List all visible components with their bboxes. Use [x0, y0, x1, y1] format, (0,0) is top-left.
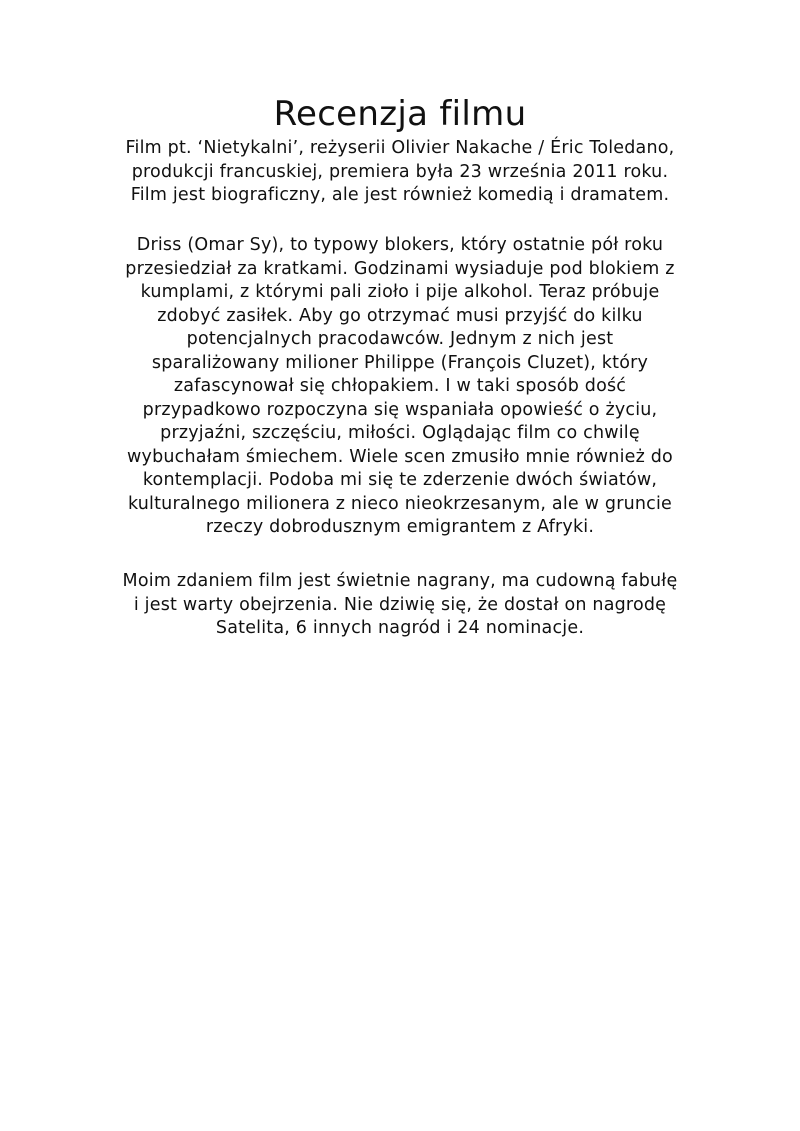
paragraph-line: Driss (Omar Sy), to typowy blokers, który ostatnie pół roku [136, 235, 664, 255]
plot-review-paragraph [90, 234, 710, 540]
paragraph-line: przesiedział za kratkami. Godzinami wysiaduje pod blokiem z [125, 258, 675, 279]
opinion-paragraph [90, 570, 710, 641]
paragraph-line: produkcji francuskiej, premiera była 23 września 2011 roku. [131, 161, 669, 182]
paragraph-line: kontemplacji. Podoba mi się te zderzenie dwóch światów, [142, 470, 658, 490]
paragraph-line: Satelita, 6 innych nagród i 24 nominacje. [215, 618, 585, 638]
paragraph-line: przyjaźni, szczęściu, miłości. Oglądając film co chwilę [160, 423, 640, 443]
paragraph-line: sparaliżowany milioner Philippe (François Cluzet), który [151, 352, 649, 373]
paragraph-line: zafascynował się chłopakiem. I w taki sposób dość [173, 376, 627, 396]
paragraph-line: potencjalnych pracodawców. Jednym z nich jest [186, 329, 614, 349]
document-title: Recenzja filmu [273, 94, 527, 134]
paragraph-line: Film jest biograficzny, ale jest również komedią i dramatem. [130, 185, 670, 205]
paragraph-line: Moim zdaniem film jest świetnie nagrany, ma cudowną fabułę [122, 571, 678, 591]
paragraph-line: zdobyć zasiłek. Aby go otrzymać musi przyjść do kilku [157, 305, 643, 326]
paragraph-line: przypadkowo rozpoczyna się wspaniała opowieść o życiu, [142, 399, 658, 420]
paragraph-line: rzeczy dobrodusznym emigrantem z Afryki. [205, 517, 595, 537]
paragraph-line: Film pt. ‘Nietykalni’, reżyserii Olivier Nakache / Éric Toledano, [125, 138, 675, 158]
paragraph-line: kumplami, z którymi pali zioło i pije alkohol. Teraz próbuje [140, 282, 660, 302]
paragraph-line: wybuchałam śmiechem. Wiele scen zmusiło mnie również do [127, 446, 673, 467]
film-info-paragraph [90, 137, 710, 208]
paragraph-line: i jest warty obejrzenia. Nie dziwię się, że dostał on nagrodę [133, 594, 667, 615]
paragraph-line: kulturalnego milionera z nieco nieokrzesanym, ale w gruncie [127, 493, 673, 514]
